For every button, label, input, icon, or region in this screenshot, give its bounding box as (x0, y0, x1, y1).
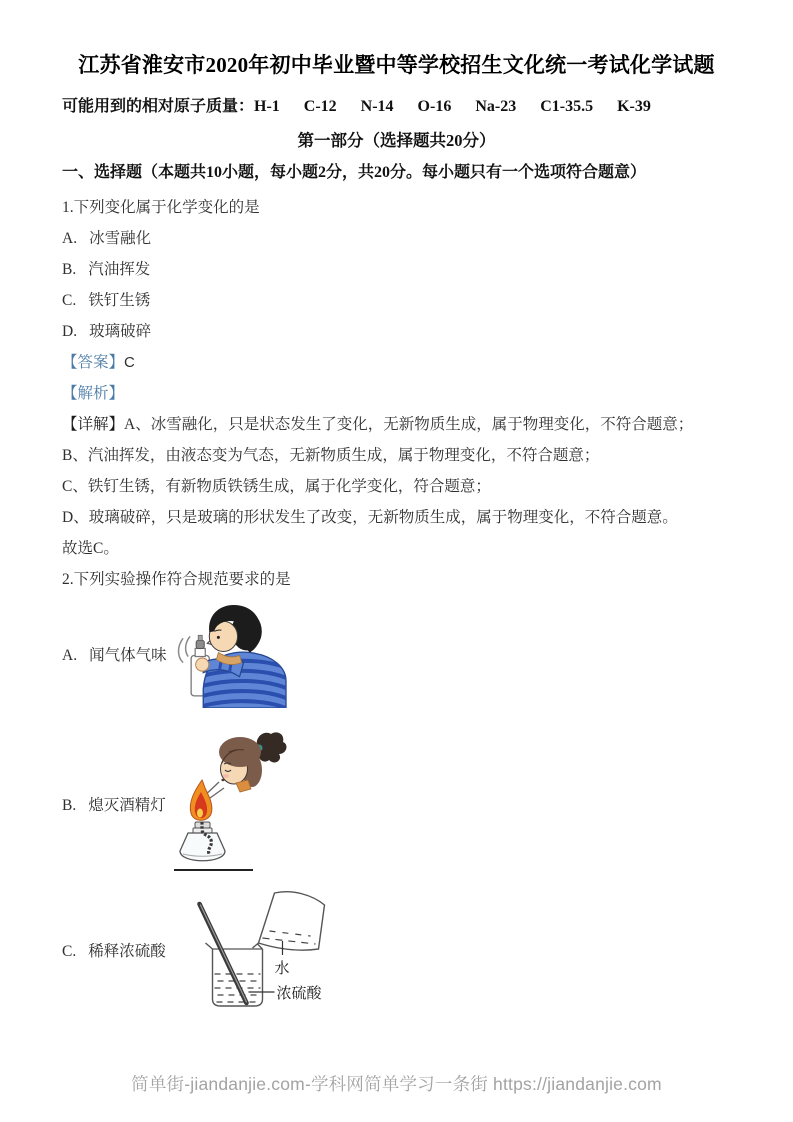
option-b-label (62, 793, 172, 815)
question-1-option-b (62, 254, 731, 285)
option-label: A. (62, 230, 78, 247)
option-label: A. (62, 647, 78, 664)
option-text: 熄灭酒精灯 (88, 797, 166, 814)
question-1-option-a (62, 223, 731, 254)
waft-lines-icon (179, 638, 184, 662)
answer-value: C (124, 354, 135, 371)
option-text: 铁钉生锈 (88, 292, 151, 309)
option-label: B. (62, 261, 77, 278)
figure-smell-gas (172, 600, 290, 708)
pouring-beaker (253, 892, 325, 950)
detail-line-c: C、铁钉生锈，有新物质铁锈生成，属于化学变化，符合题意； (62, 478, 491, 495)
question-2-stem: 2.下列实验操作符合规范要求的是 (62, 571, 291, 588)
option-label: B. (62, 797, 77, 814)
part-one-header: 第一部分（选择题共20分） (297, 131, 496, 150)
figure-dilute-acid (172, 891, 372, 1009)
analysis-tag: 【解析】 (62, 385, 125, 402)
option-text: 玻璃破碎 (89, 323, 152, 340)
answer-line (62, 347, 731, 378)
question-1 (62, 192, 731, 564)
analysis-line (62, 378, 731, 409)
question-2-option-b (62, 731, 731, 877)
figure-extinguish-lamp (172, 730, 294, 878)
option-text: 汽油挥发 (88, 261, 151, 278)
option-a-label (62, 643, 172, 665)
section-instruction: 一、选择题（本题共10小题，每小题2分，共20分。每小题只有一个选项符合题意） (62, 164, 647, 181)
question-2 (62, 564, 731, 1009)
detail-line-a (62, 409, 731, 440)
detail-line-d: D、玻璃破碎，只是玻璃的形状发生了改变，无新物质生成，属于物理变化，不符合题意。 (62, 509, 678, 526)
question-2-option-a (62, 599, 731, 709)
question-2-option-c (62, 891, 731, 1009)
option-label: C. (62, 292, 77, 309)
site-footer: 简单街-jiandanjie.com-学科网简单学习一条街 https://jiandanjie.com (131, 1074, 662, 1094)
page-title: 江苏省淮安市2020年初中毕业暨中等学校招生文化统一考试化学试题 (78, 53, 715, 77)
option-text: 冰雪融化 (89, 230, 152, 247)
acid-label: 浓硫酸 (276, 986, 322, 1002)
option-c-label (62, 939, 172, 961)
option-text: 闻气体气味 (89, 647, 167, 664)
water-label: 水 (274, 961, 290, 977)
bottle-stopper (196, 640, 204, 648)
question-1-stem: 1.下列变化属于化学变化的是 (62, 199, 260, 216)
answer-tag: 【答案】 (62, 354, 125, 371)
option-label: C. (62, 943, 77, 960)
girl-hair (219, 737, 261, 767)
detail-text: A、冰雪融化，只是状态发生了变化，无新物质生成，属于物理变化，不符合题意； (124, 416, 694, 433)
question-1-option-c (62, 285, 731, 316)
hand (196, 658, 209, 671)
option-label: D. (62, 323, 78, 340)
detail-tag: 【详解】 (62, 416, 125, 433)
conclusion-line: 故选C。 (62, 540, 119, 557)
detail-line-b: B、汽油挥发，由液态变为气态，无新物质生成，属于物理变化，不符合题意； (62, 447, 600, 464)
atomic-mass-line: 可能用到的相对原子质量：H-1 C-12 N-14 O-16 Na-23 C1-35.5 K-39 (62, 98, 651, 115)
option-text: 稀释浓硫酸 (88, 943, 166, 960)
question-1-option-d (62, 316, 731, 347)
